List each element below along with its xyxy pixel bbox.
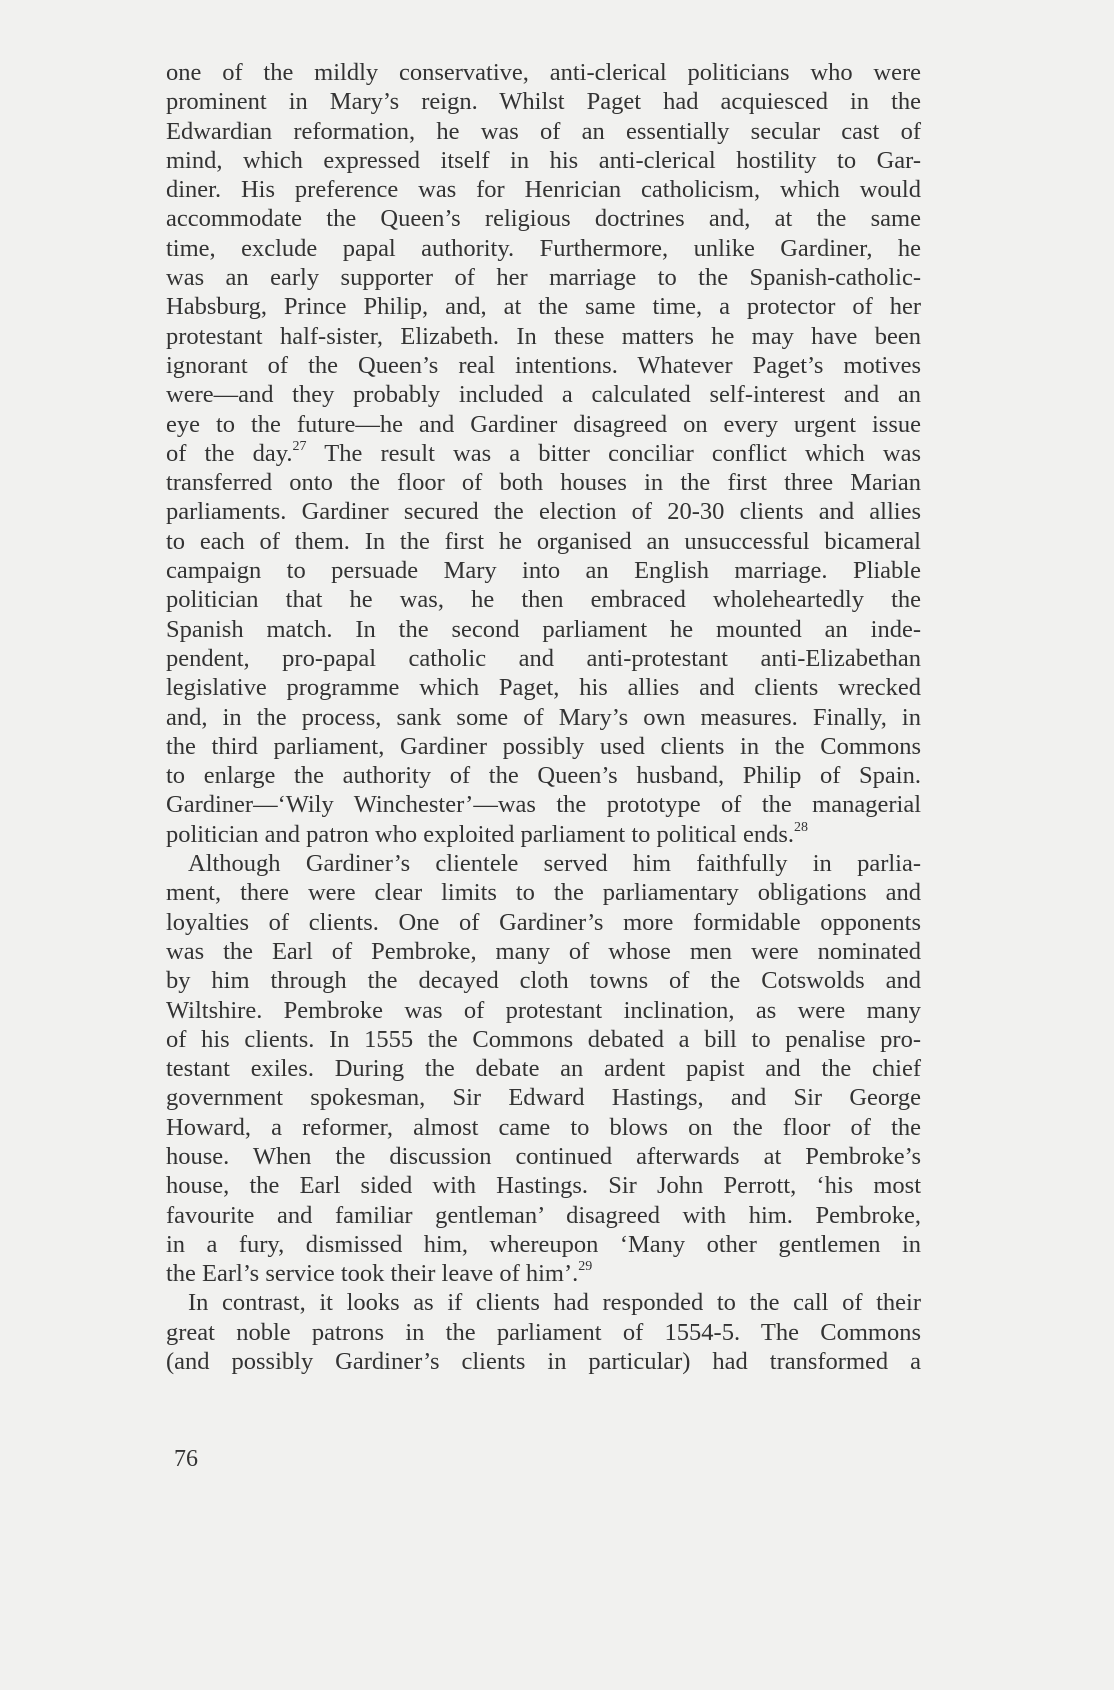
line-text: in a fury, dismissed him, whereupon ‘Many other gentlemen in — [166, 1230, 921, 1258]
line-text: time, exclude papal authority. Furthermore, unlike Gardiner, he — [166, 234, 921, 262]
text-line — [166, 1113, 921, 1142]
text-line — [166, 175, 921, 204]
paragraph — [166, 1288, 921, 1376]
line-text: prominent in Mary’s reign. Whilst Paget had acquiesced in the — [166, 88, 921, 116]
line-text: to enlarge the authority of the Queen’s husband, Philip of Spain. — [166, 762, 921, 790]
line-text: eye to the future—he and Gardiner disagreed on every urgent issue — [166, 410, 921, 438]
line-text: politician that he was, he then embraced wholeheartedly the — [166, 586, 921, 614]
paragraph — [166, 58, 921, 849]
line-text: (and possibly Gardiner’s clients in particular) had transformed a — [166, 1348, 921, 1376]
page-number: 76 — [174, 1446, 198, 1472]
line-text: Spanish match. In the second parliament he mounted an inde- — [166, 615, 921, 643]
text-line — [166, 380, 921, 409]
text-line — [166, 527, 921, 556]
text-line — [166, 1054, 921, 1083]
text-line — [166, 292, 921, 321]
text-line — [166, 585, 921, 614]
line-text: was the Earl of Pembroke, many of whose men were nominated — [166, 937, 921, 965]
footnote-reference: 28 — [794, 819, 808, 835]
text-line — [166, 1318, 921, 1347]
line-text: Gardiner—‘Wily Winchester’—was the prototype of the managerial — [166, 791, 921, 819]
line-text: Edwardian reformation, he was of an essentially secular cast of — [166, 117, 921, 145]
text-line — [166, 1230, 921, 1259]
text-line — [166, 1025, 921, 1054]
line-text: protestant half-sister, Elizabeth. In these matters he may have been — [166, 322, 921, 350]
text-line — [166, 615, 921, 644]
line-text: ment, there were clear limits to the parliamentary obligations and — [166, 879, 921, 907]
line-text: the Earl’s service took their leave of him’. — [166, 1260, 579, 1288]
line-text: of the day. — [166, 439, 293, 467]
line-text: The result was a bitter conciliar conflict which was — [306, 439, 922, 467]
line-text: house, the Earl sided with Hastings. Sir John Perrott, ‘his most — [166, 1172, 921, 1200]
text-line — [166, 234, 921, 263]
line-text: Habsburg, Prince Philip, and, at the same time, a protector of her — [166, 293, 921, 321]
text-line — [166, 673, 921, 702]
line-text: diner. His preference was for Henrician catholicism, which would — [166, 176, 921, 204]
line-text: one of the mildly conservative, anti-clerical politicians who were — [166, 59, 921, 86]
footnote-reference: 27 — [292, 438, 307, 454]
text-line — [166, 87, 921, 116]
line-text: ignorant of the Queen’s real intentions. Whatever Paget’s motives — [166, 351, 921, 379]
text-line — [166, 790, 921, 819]
text-line — [166, 761, 921, 790]
text-line — [166, 58, 921, 87]
text-line — [166, 351, 921, 380]
text-line — [166, 1347, 921, 1376]
line-text: parliaments. Gardiner secured the election of 20-30 clients and allies — [166, 498, 921, 526]
text-line — [166, 703, 921, 732]
text-line — [166, 497, 921, 526]
text-line — [166, 966, 921, 995]
text-line — [166, 410, 921, 439]
text-line — [166, 820, 921, 849]
line-text: In contrast, it looks as if clients had responded to the call of their — [188, 1289, 921, 1317]
text-line — [166, 996, 921, 1025]
text-line — [166, 322, 921, 351]
line-text: great noble patrons in the parliament of 1554-5. The Commons — [166, 1318, 921, 1346]
text-line — [166, 849, 921, 878]
line-text: house. When the discussion continued afterwards at Pembroke’s — [166, 1142, 921, 1170]
text-line — [166, 556, 921, 585]
line-text: pendent, pro-papal catholic and anti-protestant anti-Elizabethan — [166, 644, 921, 672]
line-text: transferred onto the floor of both houses in the first three Marian — [166, 469, 921, 497]
line-text: by him through the decayed cloth towns of the Cotswolds and — [166, 967, 921, 995]
line-text: the third parliament, Gardiner possibly used clients in the Commons — [166, 732, 921, 760]
text-line — [166, 1259, 921, 1288]
line-text: loyalties of clients. One of Gardiner’s more formidable opponents — [166, 908, 921, 936]
text-line — [166, 1171, 921, 1200]
line-text: legislative programme which Paget, his allies and clients wrecked — [166, 674, 921, 702]
line-text: campaign to persuade Mary into an English marriage. Pliable — [166, 557, 921, 585]
line-text: politician and patron who exploited parliament to political ends. — [166, 820, 794, 848]
line-text: was an early supporter of her marriage to the Spanish-catholic- — [166, 264, 921, 292]
line-text: Wiltshire. Pembroke was of protestant inclination, as were many — [166, 996, 921, 1024]
text-line — [166, 1083, 921, 1112]
line-text: and, in the process, sank some of Mary’s own measures. Finally, in — [166, 703, 921, 731]
line-text: to each of them. In the first he organised an unsuccessful bicameral — [166, 527, 921, 555]
text-line — [166, 146, 921, 175]
line-text: of his clients. In 1555 the Commons debated a bill to penalise pro- — [166, 1025, 921, 1053]
line-text: mind, which expressed itself in his anti-clerical hostility to Gar- — [166, 146, 921, 174]
text-line — [166, 937, 921, 966]
text-line — [166, 1201, 921, 1230]
footnote-reference: 29 — [578, 1259, 593, 1275]
text-line — [166, 468, 921, 497]
text-line — [166, 732, 921, 761]
line-text: government spokesman, Sir Edward Hastings, and Sir George — [166, 1084, 921, 1112]
paragraph — [166, 849, 921, 1288]
text-line — [166, 1288, 921, 1317]
line-text: favourite and familiar gentleman’ disagreed with him. Pembroke, — [166, 1201, 921, 1229]
text-line — [166, 117, 921, 146]
line-text: Howard, a reformer, almost came to blows on the floor of the — [166, 1113, 921, 1141]
text-line — [166, 1142, 921, 1171]
text-line — [166, 644, 921, 673]
text-line — [166, 439, 921, 468]
line-text: Although Gardiner’s clientele served him faithfully in parlia- — [188, 850, 921, 878]
text-line — [166, 878, 921, 907]
text-line — [166, 204, 921, 233]
line-text: were—and they probably included a calculated self-interest and an — [166, 381, 921, 409]
text-line — [166, 263, 921, 292]
body-text — [166, 58, 921, 1376]
line-text: testant exiles. During the debate an ardent papist and the chief — [166, 1055, 921, 1083]
text-line — [166, 908, 921, 937]
line-text: accommodate the Queen’s religious doctrines and, at the same — [166, 205, 921, 233]
